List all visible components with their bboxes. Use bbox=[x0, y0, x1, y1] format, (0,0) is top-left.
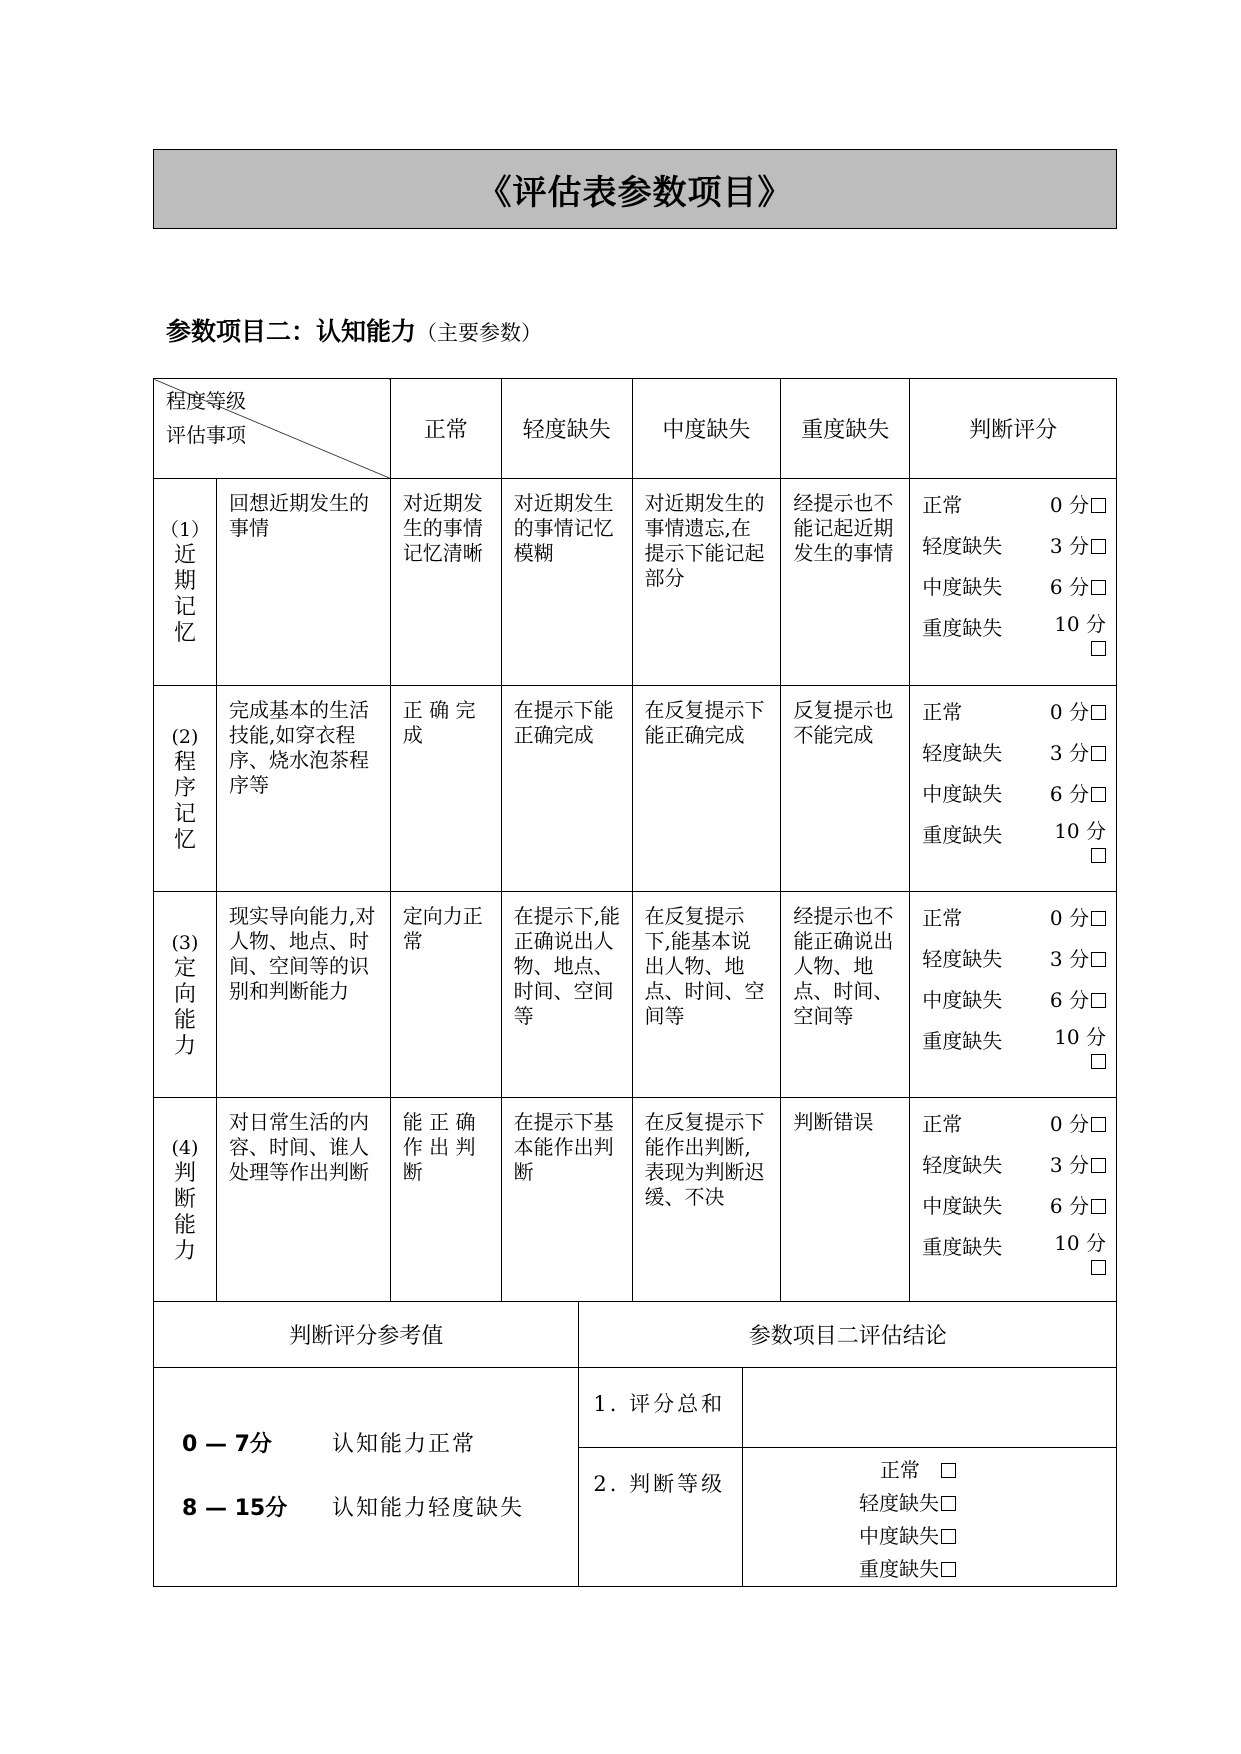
col-header-mild: 轻度缺失 bbox=[501, 379, 632, 479]
section-heading bbox=[166, 312, 542, 348]
normal-criteria: 能 正 确作 出 判断 bbox=[390, 1098, 501, 1302]
total-score-label: 1. 评分总和 bbox=[579, 1368, 743, 1448]
range-description: 认知能力轻度缺失 bbox=[332, 1496, 525, 1521]
mild-criteria: 在提示下能正确完成 bbox=[501, 686, 632, 892]
table-row bbox=[154, 686, 1117, 892]
table-row bbox=[154, 1098, 1117, 1302]
checkbox[interactable] bbox=[1091, 498, 1106, 513]
checkbox[interactable] bbox=[941, 1463, 956, 1478]
conclusion-header: 参数项目二评估结论 bbox=[579, 1302, 1117, 1368]
checkbox[interactable] bbox=[1091, 952, 1106, 967]
checkbox[interactable] bbox=[1091, 993, 1106, 1008]
checkbox[interactable] bbox=[941, 1562, 956, 1577]
mild-criteria: 在提示下,能正确说出人物、地点、时间、空间等 bbox=[501, 892, 632, 1098]
severe-criteria: 反复提示也不能完成 bbox=[781, 686, 910, 892]
severe-criteria: 判断错误 bbox=[781, 1098, 910, 1302]
reference-header: 判断评分参考值 bbox=[154, 1302, 579, 1368]
checkbox[interactable] bbox=[1091, 787, 1106, 802]
checkbox[interactable] bbox=[1091, 580, 1106, 595]
score-options: 正常 0 分 轻度缺失 3 分 中度缺失 6 分 重度缺失 10 分 bbox=[910, 479, 1117, 686]
checkbox[interactable] bbox=[941, 1529, 956, 1544]
score-options: 正常 0 分 轻度缺失 3 分 中度缺失 6 分 重度缺失 10 分 bbox=[910, 892, 1117, 1098]
item-description: 回想近期发生的事情 bbox=[216, 479, 390, 686]
normal-criteria: 对近期发生的事情记忆清晰 bbox=[390, 479, 501, 686]
table-row bbox=[154, 892, 1117, 1098]
section-title: 参数项目二：认知能力 bbox=[166, 317, 417, 346]
checkbox[interactable] bbox=[1091, 848, 1106, 863]
reference-values bbox=[154, 1368, 579, 1587]
assessment-table bbox=[153, 378, 1117, 1302]
item-description: 对日常生活的内容、时间、谁人处理等作出判断 bbox=[216, 1098, 390, 1302]
checkbox[interactable] bbox=[1091, 539, 1106, 554]
conclusion-table bbox=[153, 1301, 1117, 1587]
score-options: 正常 0 分 轻度缺失 3 分 中度缺失 6 分 重度缺失 10 分 bbox=[910, 1098, 1117, 1302]
checkbox[interactable] bbox=[941, 1496, 956, 1511]
item-description: 完成基本的生活技能,如穿衣程序、烧水泡茶程序等 bbox=[216, 686, 390, 892]
item-description: 现实导向能力,对人物、地点、时间、空间等的识别和判断能力 bbox=[216, 892, 390, 1098]
col-header-severe: 重度缺失 bbox=[781, 379, 910, 479]
assessment-item-label: 评估事项 bbox=[166, 423, 246, 447]
checkbox[interactable] bbox=[1091, 911, 1106, 926]
moderate-criteria: 对近期发生的事情遗忘,在提示下能记起部分 bbox=[632, 479, 781, 686]
checkbox[interactable] bbox=[1091, 1260, 1106, 1275]
col-header-normal: 正常 bbox=[390, 379, 501, 479]
grade-label: 2. 判断等级 bbox=[579, 1448, 743, 1587]
section-subtitle: （主要参数） bbox=[416, 321, 543, 345]
col-header-score: 判断评分 bbox=[910, 379, 1117, 479]
checkbox[interactable] bbox=[1091, 705, 1106, 720]
normal-criteria: 正 确 完成 bbox=[390, 686, 501, 892]
row-label: (3) 定 向 能 力 bbox=[154, 892, 217, 1098]
score-range: 8 — 15分 bbox=[182, 1496, 288, 1521]
diagonal-header-cell bbox=[154, 379, 391, 479]
mild-criteria: 在提示下基本能作出判断 bbox=[501, 1098, 632, 1302]
moderate-criteria: 在反复提示下,能基本说出人物、地点、时间、空间等 bbox=[632, 892, 781, 1098]
normal-criteria: 定向力正常 bbox=[390, 892, 501, 1098]
checkbox[interactable] bbox=[1091, 1054, 1106, 1069]
row-label: （1） 近 期 记 忆 bbox=[154, 479, 217, 686]
range-description: 认知能力正常 bbox=[332, 1432, 477, 1457]
checkbox[interactable] bbox=[1091, 641, 1106, 656]
moderate-criteria: 在反复提示下能正确完成 bbox=[632, 686, 781, 892]
degree-level-label: 程度等级 bbox=[166, 389, 246, 413]
table-row bbox=[154, 479, 1117, 686]
grade-options: 正常 轻度缺失 中度缺失 重度缺失 bbox=[743, 1448, 1117, 1587]
mild-criteria: 对近期发生的事情记忆模糊 bbox=[501, 479, 632, 686]
checkbox[interactable] bbox=[1091, 1199, 1106, 1214]
score-range: 0 — 7分 bbox=[182, 1432, 272, 1457]
severe-criteria: 经提示也不能记起近期发生的事情 bbox=[781, 479, 910, 686]
total-score-field[interactable] bbox=[743, 1368, 1117, 1448]
checkbox[interactable] bbox=[1091, 746, 1106, 761]
checkbox[interactable] bbox=[1091, 1117, 1106, 1132]
checkbox[interactable] bbox=[1091, 1158, 1106, 1173]
row-label: (2) 程 序 记 忆 bbox=[154, 686, 217, 892]
page-title: 《评估表参数项目》 bbox=[153, 149, 1117, 229]
col-header-moderate: 中度缺失 bbox=[632, 379, 781, 479]
score-options: 正常 0 分 轻度缺失 3 分 中度缺失 6 分 重度缺失 10 分 bbox=[910, 686, 1117, 892]
severe-criteria: 经提示也不能正确说出人物、地点、时间、空间等 bbox=[781, 892, 910, 1098]
row-label: (4) 判 断 能 力 bbox=[154, 1098, 217, 1302]
moderate-criteria: 在反复提示下能作出判断,表现为判断迟缓、不决 bbox=[632, 1098, 781, 1302]
